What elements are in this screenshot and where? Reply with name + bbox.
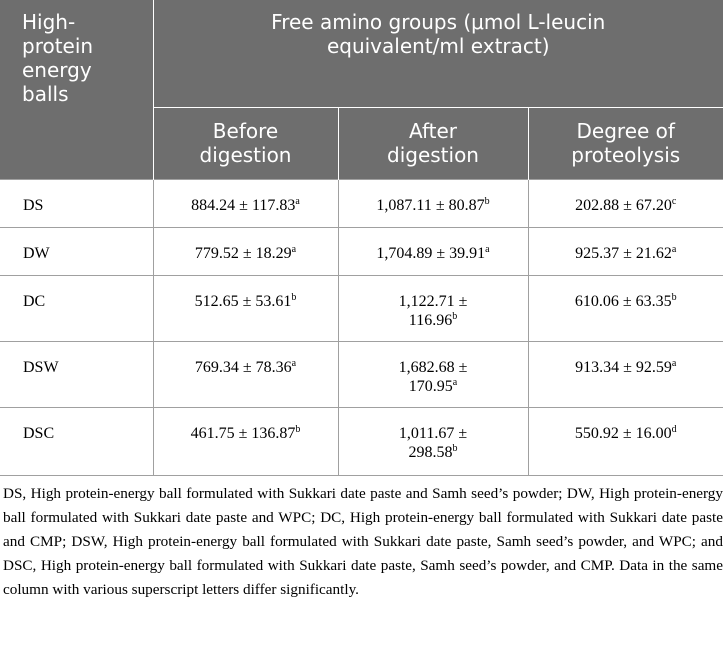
cell-value: 769.34 ± 78.36 bbox=[194, 358, 292, 376]
cell-value: 779.52 ± 18.29 bbox=[194, 244, 292, 262]
degree-proteolysis-cell bbox=[528, 179, 723, 227]
degree-proteolysis-cell bbox=[528, 341, 723, 407]
after-digestion-cell bbox=[338, 341, 528, 407]
cell-superscript: b bbox=[452, 310, 458, 322]
after-digestion-cell bbox=[338, 275, 528, 341]
row-name-cell: DW bbox=[0, 227, 153, 275]
cell-superscript: b bbox=[452, 442, 458, 454]
cell-superscript: a bbox=[485, 243, 490, 255]
row-name-cell: DS bbox=[0, 179, 153, 227]
cell-value: 610.06 ± 63.35 bbox=[574, 292, 672, 310]
table-row bbox=[0, 407, 723, 475]
table-row bbox=[0, 227, 723, 275]
cell-superscript: a bbox=[291, 357, 297, 369]
table-footnote: DS, High protein-energy ball formulated with Sukkari date paste and Samh seed’s powder; DW, High protein-energy ball formulated with Sukkari date paste and WPC; DC, High protein-energy ball formulated with Sukkari date paste and CMP; DSW, High protein-energy ball formulated with Sukkari date paste, Samh seed’s powder, and WPC; and DSC, High protein-energy ball formulated with Sukkari date paste, Samh seed’s powder, and CMP. Data in the same column with various superscript letters differ significantly. bbox=[3, 485, 723, 598]
column-header-after bbox=[338, 107, 528, 179]
degree-proteolysis-cell bbox=[528, 227, 723, 275]
column-header-before-label: Before digestion bbox=[199, 119, 292, 167]
cell-value-wrap bbox=[373, 358, 493, 396]
corner-header bbox=[0, 0, 153, 179]
group-header-label: Free amino groups (μmol L-leucin equivalent/ml extract) bbox=[271, 10, 606, 58]
header-row-top bbox=[0, 0, 723, 107]
before-digestion-cell bbox=[153, 275, 338, 341]
group-header bbox=[153, 0, 723, 107]
after-digestion-cell bbox=[338, 179, 528, 227]
table-row bbox=[0, 275, 723, 341]
cell-value: 1,122.71 ± 116.96 bbox=[398, 292, 468, 329]
cell-value: 1,087.11 ± 80.87 bbox=[376, 196, 485, 214]
cell-superscript: c bbox=[671, 195, 677, 207]
row-name-cell: DSW bbox=[0, 341, 153, 407]
cell-value: 461.75 ± 136.87 bbox=[190, 424, 296, 442]
cell-superscript: b bbox=[291, 291, 297, 303]
column-header-degree-label: Degree of proteolysis bbox=[571, 119, 681, 167]
cell-superscript: b bbox=[671, 291, 677, 303]
degree-proteolysis-cell bbox=[528, 275, 723, 341]
cell-value-wrap bbox=[373, 424, 493, 462]
cell-value: 550.92 ± 16.00 bbox=[574, 424, 672, 442]
cell-superscript: b bbox=[484, 195, 490, 207]
cell-superscript: a bbox=[671, 357, 677, 369]
before-digestion-cell bbox=[153, 227, 338, 275]
row-name-cell: DC bbox=[0, 275, 153, 341]
cell-superscript: a bbox=[671, 243, 677, 255]
after-digestion-cell bbox=[338, 227, 528, 275]
cell-superscript: d bbox=[671, 423, 677, 435]
cell-value: 913.34 ± 92.59 bbox=[575, 358, 672, 376]
column-header-after-label: After digestion bbox=[387, 119, 479, 167]
cell-value: 1,011.67 ± 298.58 bbox=[398, 424, 468, 461]
cell-superscript: b bbox=[295, 423, 301, 435]
corner-header-label: High-protein energy balls bbox=[22, 10, 94, 106]
cell-value: 512.65 ± 53.61 bbox=[194, 292, 292, 310]
cell-value-wrap bbox=[373, 292, 493, 330]
before-digestion-cell bbox=[153, 407, 338, 475]
table-row bbox=[0, 179, 723, 227]
cell-value: 1,704.89 ± 39.91 bbox=[376, 244, 486, 262]
before-digestion-cell bbox=[153, 179, 338, 227]
degree-proteolysis-cell bbox=[528, 407, 723, 475]
before-digestion-cell bbox=[153, 341, 338, 407]
cell-value: 884.24 ± 117.83 bbox=[191, 196, 296, 214]
cell-superscript: a bbox=[291, 243, 297, 255]
cell-value: 202.88 ± 67.20 bbox=[575, 196, 672, 214]
cell-superscript: a bbox=[452, 376, 458, 388]
cell-value: 925.37 ± 21.62 bbox=[575, 244, 672, 262]
column-header-before bbox=[153, 107, 338, 179]
cell-superscript: a bbox=[295, 195, 300, 207]
column-header-degree bbox=[528, 107, 723, 179]
cell-value: 1,682.68 ± 170.95 bbox=[398, 358, 468, 395]
after-digestion-cell bbox=[338, 407, 528, 475]
table-row bbox=[0, 341, 723, 407]
row-name-cell: DSC bbox=[0, 407, 153, 475]
